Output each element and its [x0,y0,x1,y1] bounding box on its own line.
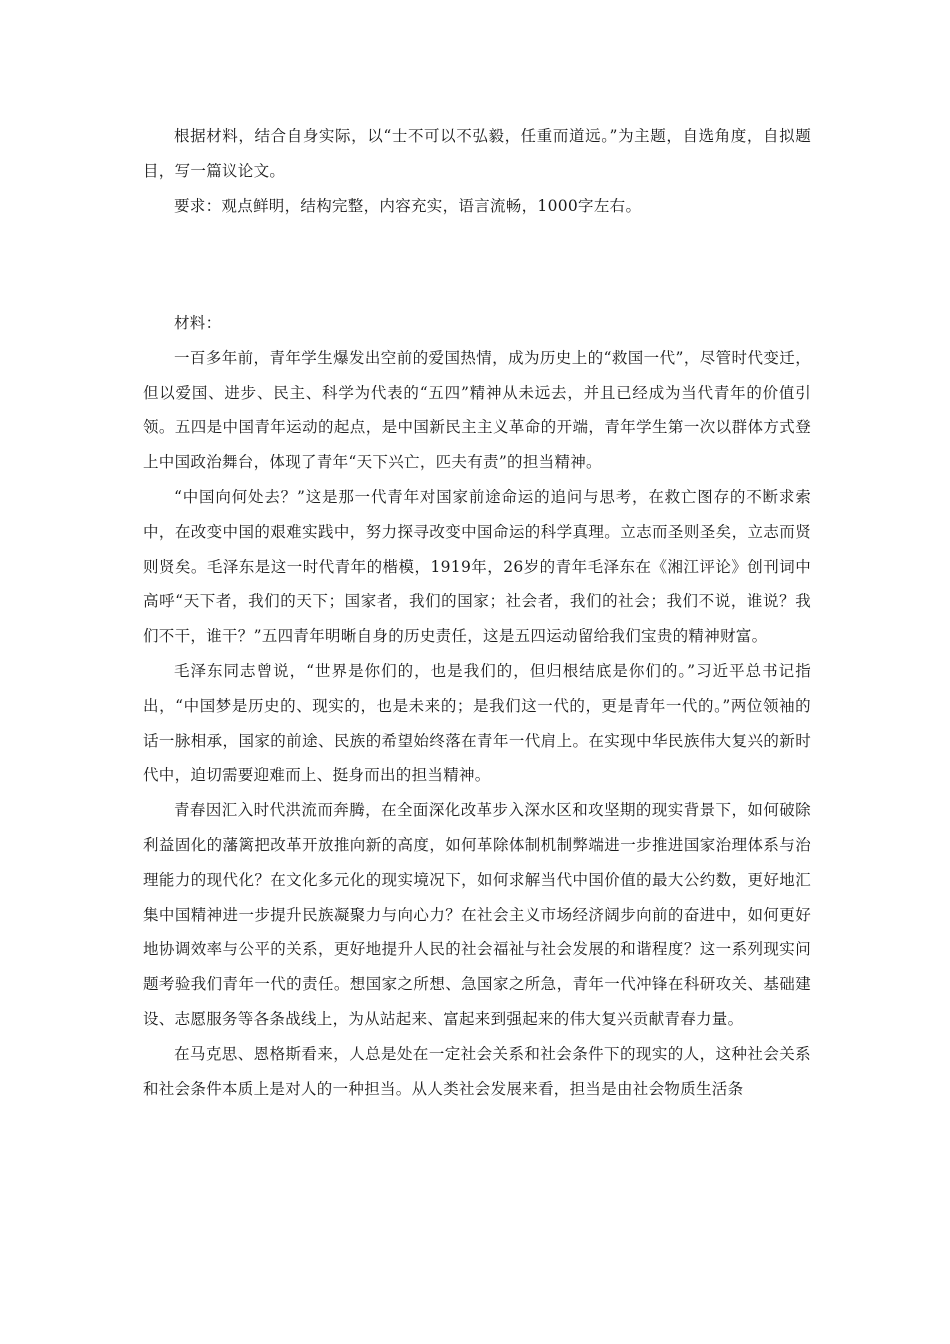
material-label: 材料： [174,314,222,332]
prompt-requirements: 要求：观点鲜明，结构完整，内容充实，语言流畅，1000字左右。 [174,196,642,215]
essay-prompt [143,119,811,223]
essay-material [143,306,811,1106]
material-paragraph: 一百多年前，青年学生爆发出空前的爱国热情，成为历史上的“救国一代”，尽管时代变迁，但以爱国、进步、民主、科学为代表的“五四”精神从未远去，并且已经成为当代青年的价值引领。五四是中国青年运动的起点，是中国新民主主义革命的开端，青年学生第一次以群体方式登上中国政治舞台，体现了青年“天下兴亡，匹夫有责”的担当精神。 [143,348,811,472]
material-paragraph: 在马克思、恩格斯看来，人总是处在一定社会关系和社会条件下的现实的人，这种社会关系和社会条件本质上是对人的一种担当。从人类社会发展来看，担当是由社会物质生活条 [143,1044,811,1098]
prompt-instruction: 根据材料，结合自身实际，以“士不可以不弘毅，任重而道远。”为主题，自选角度，自拟题目，写一篇议论文。 [143,127,811,180]
material-paragraph: 毛泽东同志曾说，“世界是你们的，也是我们的，但归根结底是你们的。”习近平总书记指出，“中国梦是历史的、现实的，也是未来的；是我们这一代的，更是青年一代的。”两位领袖的话一脉相承，国家的前途、民族的希望始终落在青年一代肩上。在实现中华民族伟大复兴的新时代中，迫切需要迎难而上、挺身而出的担当精神。 [143,661,811,785]
material-paragraph: “中国向何处去？”这是那一代青年对国家前途命运的追问与思考，在救亡图存的不断求索中，在改变中国的艰难实践中，努力探寻改变中国命运的科学真理。立志而圣则圣矣，立志而贤则贤矣。毛泽东是这一时代青年的楷模，1919年，26岁的青年毛泽东在《湘江评论》创刊词中高呼“天下者，我们的天下；国家者，我们的国家；社会者，我们的社会；我们不说，谁说？我们不干，谁干？”五四青年明晰自身的历史责任，这是五四运动留给我们宝贵的精神财富。 [143,487,811,646]
material-paragraph: 青春因汇入时代洪流而奔腾，在全面深化改革步入深水区和攻坚期的现实背景下，如何破除利益固化的藩篱把改革开放推向新的高度，如何革除体制机制弊端进一步推进国家治理体系与治理能力的现代化？在文化多元化的现实境况下，如何求解当代中国价值的最大公约数，更好地汇集中国精神进一步提升民族凝聚力与向心力？在社会主义市场经济阔步向前的奋进中，如何更好地协调效率与公平的关系，更好地提升人民的社会福祉与社会发展的和谐程度？这一系列现实问题考验我们青年一代的责任。想国家之所想、急国家之所急，青年一代冲锋在科研攻关、基础建设、志愿服务等各条战线上，为从站起来、富起来到强起来的伟大复兴贡献青春力量。 [143,801,811,1028]
